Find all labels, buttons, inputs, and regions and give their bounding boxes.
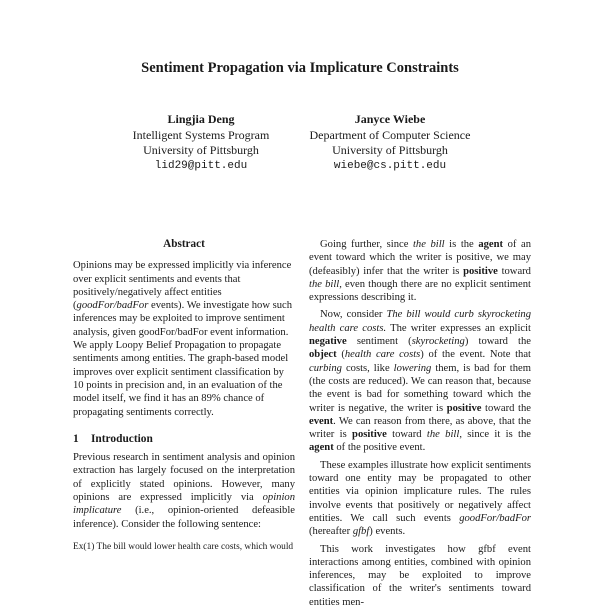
intro-paragraph: Previous research in sentiment analysis and opinion extraction has largely focused on the interpretation of explicitly stated opinions. However, many opinions are expressed implicitly via opinion implicature (i.e., opinion-oriented defeasible inference). Consider the following sentence: <box>73 452 295 530</box>
author-block <box>275 112 505 174</box>
author-name: Janyce Wiebe <box>354 112 426 126</box>
author-affiliation: Department of Computer Science <box>309 127 471 142</box>
left-column <box>73 238 295 553</box>
abstract-text: Opinions may be expressed implicitly via inference over explicit sentiments and events that positively/negatively affect entities (goodFor/badFor events). We investigate how such inferences may be exploited to improve sentiment analysis, given goodFor/badFor event information. We apply Loopy Belief Propagation to propagate sentiments among entities. The graph-based model improves over explicit sentiment classification by 10 points in precision and, in an evaluation of the model itself, we find it has an 89% chance of propagating sentiments correctly. <box>73 260 293 418</box>
section-heading: 1 Introduction <box>73 432 153 445</box>
paper-title: Sentiment Propagation via Implicature Constraints <box>141 60 459 76</box>
author-email: lid29@pitt.edu <box>154 159 248 172</box>
abstract-heading: Abstract <box>163 238 205 250</box>
author-name: Lingjia Deng <box>167 112 235 126</box>
body-paragraph: This work investigates how gfbf event interactions among entities, combined with opinion inferences, may be exploited to improve classification of the writer's sentiments toward entities men- <box>309 543 531 608</box>
author-email: wiebe@cs.pitt.edu <box>333 159 447 172</box>
example-sentence: Ex(1) The bill would lower health care costs, which would <box>73 541 294 552</box>
author-institution: University of Pittsburgh <box>332 143 448 157</box>
body-paragraph: Now, consider The bill would curb skyrocketing health care costs. The writer expresses an explicit negative sentiment (skyrocketing) toward the object (health care costs) of the event. Note that curbing costs, like lowering them, is bad for them (the costs are reduced). We can reason that, because the event is bad for something toward which the writer is negative, the writer is positive toward the event. We can reason from there, as above, that the writer is positive toward the bill, since it is the agent of the positive event. <box>309 309 532 454</box>
body-paragraph: These examples illustrate how explicit sentiments toward one entity may be propagated to other entities via opinion implicature rules. The rules involve events that positively or negatively affect entities. We call such events goodFor/badFor (hereafter gfbf) events. <box>309 459 531 538</box>
author-institution: University of Pittsburgh <box>143 143 259 157</box>
right-column <box>309 238 531 609</box>
body-paragraph: Going further, since the bill is the agent of an event toward which the writer is positive, we may (defeasibly) infer that the writer is positive toward the bill, even though there are no explicit sentiment expressions describing it. <box>309 239 531 304</box>
author-affiliation: Intelligent Systems Program <box>132 127 270 142</box>
